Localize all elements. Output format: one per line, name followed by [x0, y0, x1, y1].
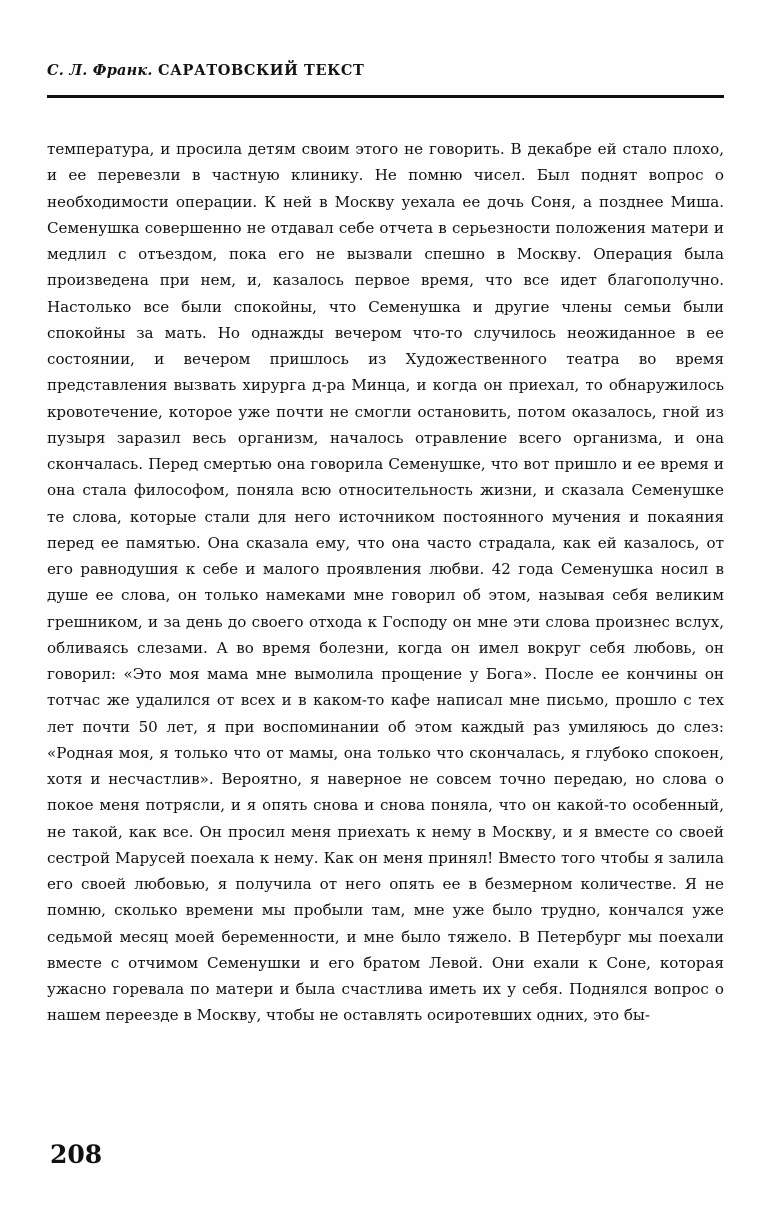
body-text [47, 136, 724, 1029]
body-paragraph: температура, и просила детям своим этого не говорить. В декабре ей стало плохо, и ее перевезли в частную клинику. Не помню чисел. Был поднят вопрос о необходимости операции. К ней в Москву уехала ее дочь Соня, а позднее Миша. Семенушка совершенно не отдавал себе отчета в серьезности положения матери и медлил с отъездом, пока его не вызвали спешно в Москву. Операция была произведена при нем, и, казалось первое время, что все идет благополучно. Настолько все были спокойны, что Семенушка и другие члены семьи были спокойны за мать. Но однажды вечером что-то случилось неожиданное в ее состоянии, и вечером пришлось из Художественного театра во время представления вызвать хирурга д-ра Минца, и когда он приехал, то обнаружилось кровотечение, которое уже почти не смогли остановить, потом оказалось, гной из пузыря заразил весь организм, началось отравление всего организма, и она скончалась. Перед смертью она говорила Семенушке, что вот пришло и ее время и она стала философом, поняла всю относительность жизни, и сказала Семенушке те слова, которые стали для него источником постоянного мучения и покаяния перед ее памятью. Она сказала ему, что она часто страдала, как ей казалось, от его равнодушия к себе и малого проявления любви. 42 года Семенушка носил в душе ее слова, он только намеками мне говорил об этом, называя себя великим грешником, и за день до своего отхода к Господу он мне эти слова произнес вслух, обливаясь слезами. А во время болезни, когда он имел вокруг себя любовь, он говорил: «Это моя мама мне вымолила прощение у Бога». После ее кончины он тотчас же удалился от всех и в каком-то кафе написал мне письмо, прошло с тех лет почти 50 лет, я при воспоминании об этом каждый раз умиляюсь до слез: «Родная моя, я только что от мамы, она только что скончалась, я глубоко спокоен, хотя и несчастлив». Вероятно, я наверное не совсем точно передаю, но слова о покое меня потрясли, и я опять снова и снова поняла, что он какой-то особенный, не такой, как все. Он просил меня приехать к нему в Москву, и я вместе со своей сестрой Марусей поехала к нему. Как он меня принял! Вместо того чтобы я залила его своей любовью, я получила от него опять ее в безмерном количестве. Я не помню, сколько времени мы пробыли там, мне уже было трудно, кончался уже седьмой месяц моей беременности, и мне было тяжело. В Петербург мы поехали вместе с отчимом Семенушки и его братом Левой. Они ехали к Соне, которая ужасно горевала по матери и была счастлива иметь их у себя. Поднялся вопрос о нашем переезде в Москву, чтобы не оставлять осиротевших одних, это бы- [47, 140, 724, 1025]
page-number: 208 [50, 1140, 103, 1169]
running-head-title: САРАТОВСКИЙ ТЕКСТ [157, 62, 365, 79]
running-head-author: С. Л. Франк. [47, 62, 153, 79]
running-head [47, 62, 727, 79]
header-divider [47, 95, 724, 98]
page-header [47, 62, 727, 79]
